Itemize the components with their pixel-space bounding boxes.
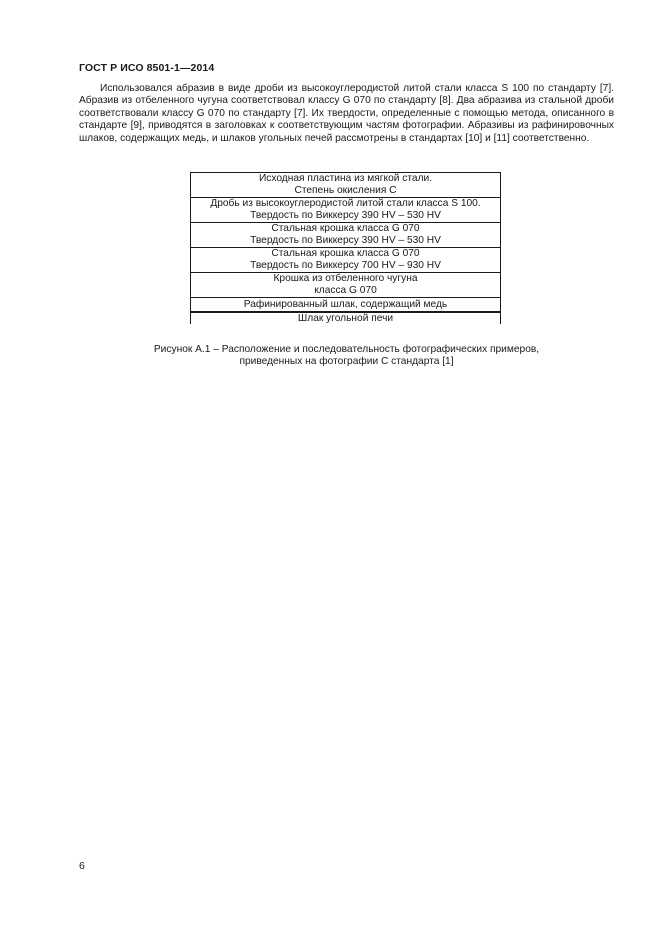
cell-line: Твердость по Виккерсу 390 HV – 530 HV [250,235,441,246]
figure-cell [191,223,501,248]
table-row [191,248,501,273]
document-header: ГОСТ Р ИСО 8501-1—2014 [79,62,215,74]
page-number: 6 [79,860,85,872]
cell-line: Стальная крошка класса G 070 [271,248,420,259]
figure-cell [191,273,501,298]
cell-line: Стальная крошка класса G 070 [271,223,420,234]
cell-line: Дробь из высокоуглеродистой литой стали класса S 100. [210,198,481,209]
figure-caption [79,344,614,369]
figure-cell [191,298,501,313]
caption-line: приведенных на фотографии C стандарта [1] [239,356,454,368]
cell-line: Исходная пластина из мягкой стали. [258,173,433,184]
table-row [191,198,501,223]
table-row [191,173,501,198]
cell-line: Степень окисления C [294,185,397,196]
figure-cell [191,248,501,273]
cell-line: Шлак угольной печи [297,313,394,324]
table-row [191,223,501,248]
table-row [191,298,501,313]
caption-line: Рисунок А.1 – Расположение и последовательность фотографических примеров, [153,344,540,355]
table-row [191,312,501,324]
cell-line: Твердость по Виккерсу 390 HV – 530 HV [250,210,441,221]
cell-line: класса G 070 [314,285,377,296]
cell-line: Твердость по Виккерсу 700 HV – 930 HV [250,260,441,271]
table-row [191,273,501,298]
cell-line: Рафинированный шлак, содержащий медь [243,298,448,310]
figure-cell [191,173,501,198]
figure-cell [191,312,501,324]
body-paragraph: Использовался абразив в виде дроби из высокоуглеродистой литой стали класса S 100 по стандарту [7]. Абразив из отбеленного чугуна соответствовал классу G 070 по стандарту [8]. Два абразива из стальной дроби соответствовали классу G 070 по стандарту [7]. Их твердости, определенные с помощью метода, описанного в стандарте [9], приводятся в заголовках к соответствующим частям фотографии. Абразивы из рафинировочных шлаков, содержащих медь, и шлаков угольных печей рассмотрены в стандартах [10] и [11] соответственно. [79,83,614,144]
cell-line: Крошка из отбеленного чугуна [273,273,418,284]
figure-layout-table [190,172,501,324]
figure-cell [191,198,501,223]
